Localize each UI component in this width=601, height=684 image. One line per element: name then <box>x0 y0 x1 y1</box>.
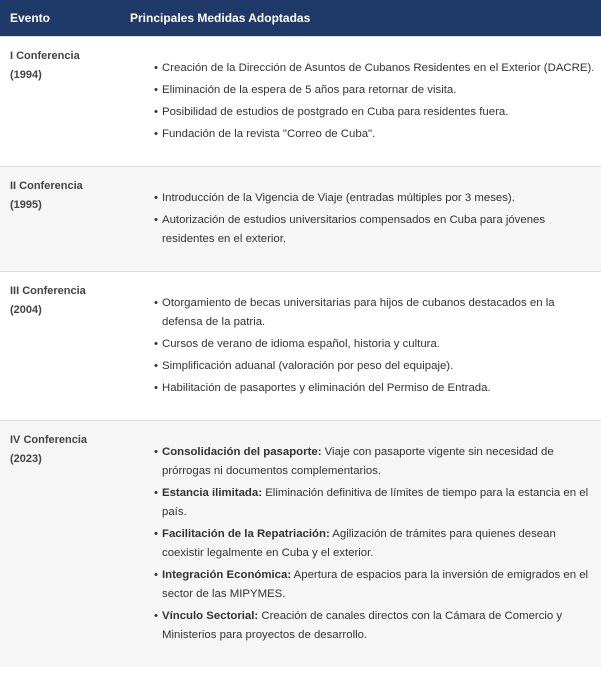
list-item <box>155 59 595 78</box>
medidas-cell <box>120 37 601 167</box>
list-item <box>155 525 595 563</box>
item-text: Viaje con pasaporte vigente sin necesidad de prórrogas ni documentos complementarios. <box>162 446 554 477</box>
table-row <box>0 37 601 167</box>
table-row <box>0 167 601 272</box>
header-evento: Evento <box>0 0 120 37</box>
item-heading: Facilitación de la Repatriación: <box>162 528 330 540</box>
item-text: Creación de canales directos con la Cámara de Comercio y Ministerios para proyectos de desarrollo. <box>162 610 563 641</box>
list-item <box>155 484 595 522</box>
table-row <box>0 421 601 668</box>
medidas-list <box>155 443 595 645</box>
item-text: Simplificación aduanal (valoración por peso del equipaje). <box>162 360 454 372</box>
evento-name: I Conferencia <box>10 50 80 62</box>
list-item <box>155 211 595 249</box>
item-text: Apertura de espacios para la inversión de emigrados en el sector de las MIPYMES. <box>162 569 589 600</box>
evento-name: II Conferencia <box>10 180 83 192</box>
item-heading: Vínculo Sectorial: <box>162 610 259 622</box>
header-medidas: Principales Medidas Adoptadas <box>120 0 601 37</box>
list-item <box>155 335 595 354</box>
medidas-cell <box>120 167 601 272</box>
item-text: Eliminación definitiva de límites de tiempo para la estancia en el país. <box>162 487 589 518</box>
item-text: Eliminación de la espera de 5 años para retornar de visita. <box>162 84 457 96</box>
evento-name: III Conferencia <box>10 285 86 297</box>
table-header-row <box>0 0 601 37</box>
item-heading: Consolidación del pasaporte: <box>162 446 322 458</box>
list-item <box>155 189 595 208</box>
evento-year: (2004) <box>10 304 42 316</box>
medidas-list <box>155 189 595 249</box>
item-heading: Estancia ilimitada: <box>162 487 263 499</box>
evento-cell <box>0 37 120 167</box>
list-item <box>155 125 595 144</box>
item-text: Autorización de estudios universitarios compensados en Cuba para jóvenes residentes en el exterior. <box>162 214 546 245</box>
list-item <box>155 443 595 481</box>
list-item <box>155 379 595 398</box>
table-row <box>0 272 601 421</box>
evento-year: (1994) <box>10 69 42 81</box>
item-text: Otorgamiento de becas universitarias para hijos de cubanos destacados en la defensa de la patria. <box>162 297 555 328</box>
list-item <box>155 566 595 604</box>
evento-name: IV Conferencia <box>10 434 88 446</box>
evento-year: (2023) <box>10 453 42 465</box>
evento-cell <box>0 167 120 272</box>
medidas-list <box>155 59 595 144</box>
evento-cell <box>0 272 120 421</box>
medidas-cell <box>120 421 601 668</box>
list-item <box>155 357 595 376</box>
item-text: Introducción de la Vigencia de Viaje (entradas múltiples por 3 meses). <box>162 192 515 204</box>
item-text: Creación de la Dirección de Asuntos de Cubanos Residentes en el Exterior (DACRE). <box>162 62 595 74</box>
item-heading: Integración Económica: <box>162 569 292 581</box>
list-item <box>155 294 595 332</box>
item-text: Posibilidad de estudios de postgrado en Cuba para residentes fuera. <box>162 106 509 118</box>
list-item <box>155 81 595 100</box>
item-text: Fundación de la revista "Correo de Cuba". <box>162 128 376 140</box>
medidas-cell <box>120 272 601 421</box>
list-item <box>155 607 595 645</box>
list-item <box>155 103 595 122</box>
medidas-list <box>155 294 595 398</box>
evento-cell <box>0 421 120 668</box>
item-text: Cursos de verano de idioma español, historia y cultura. <box>162 338 440 350</box>
item-text: Agilización de trámites para quienes desean coexistir legalmente en Cuba y el exterior. <box>162 528 556 559</box>
item-text: Habilitación de pasaportes y eliminación del Permiso de Entrada. <box>162 382 491 394</box>
evento-year: (1995) <box>10 199 42 211</box>
